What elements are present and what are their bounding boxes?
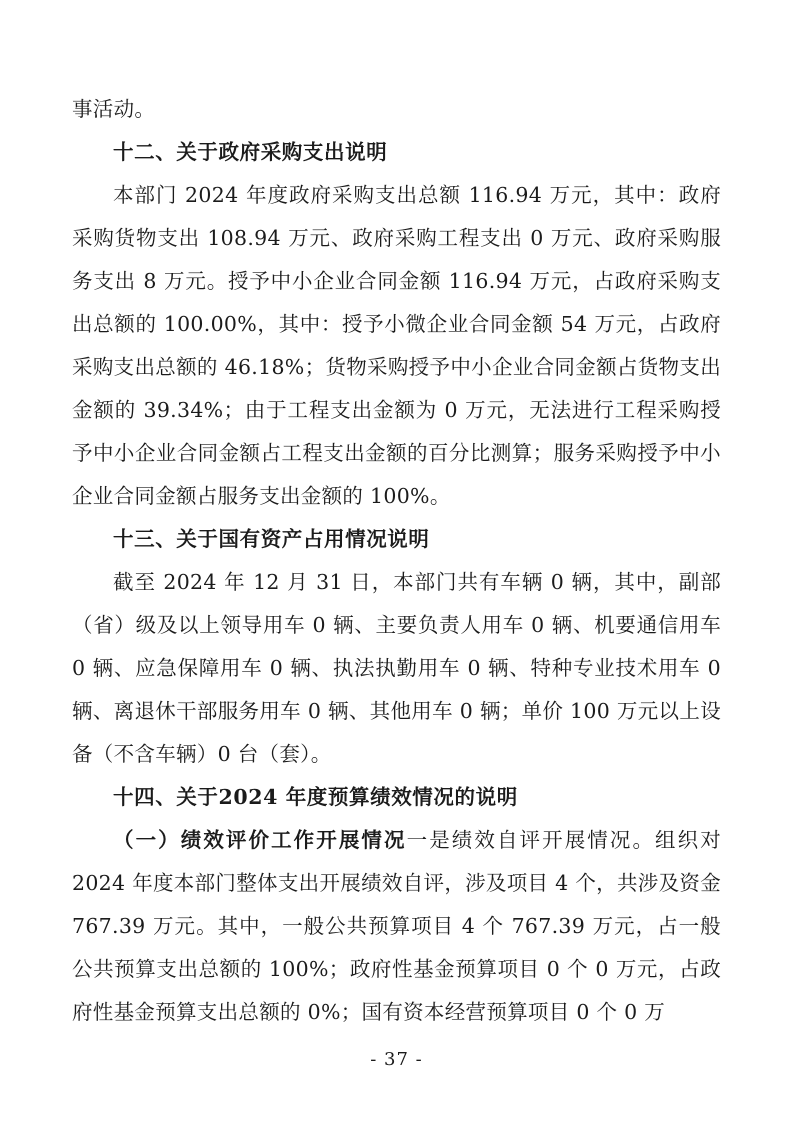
page-number: - 37 -: [370, 1049, 423, 1070]
heading-section-12: 十二、关于政府采购支出说明: [113, 140, 388, 164]
paragraph-section-13: 截至 2024 年 12 月 31 日，本部门共有车辆 0 辆，其中，副部（省）级及以上领导用车 0 辆、主要负责人用车 0 辆、机要通信用车 0 辆、应急保障用车 0 辆、执法执勤用车 0 辆、特种专业技术用车 0 辆、离退休干部服务用车 0 辆、其他用车 0 辆；单价 100 万元以上设备（不含车辆）0 台（套）。: [72, 570, 721, 766]
heading-section-13: 十三、关于国有资产占用情况说明: [113, 527, 430, 551]
paragraph-continued: 事活动。: [72, 97, 156, 121]
paragraph-section-14-1-text: 一是绩效自评开展情况。组织对 2024 年度本部门整体支出开展绩效自评，涉及项目 4 个，共涉及资金 767.39 万元。其中，一般公共预算项目 4 个 767.39 万元，占一般公共预算支出总额的 100%；政府性基金预算项目 0 个 0 万元，占政府性基金预算支出总额的 0%；国有资本经营预算项目 0 个 0 万: [72, 828, 722, 1024]
document-body: [72, 88, 721, 1034]
subheading-performance-evaluation: （一）绩效评价工作开展情况: [113, 828, 407, 852]
paragraph-section-14-1: [72, 819, 721, 1034]
paragraph-section-12: 本部门 2024 年度政府采购支出总额 116.94 万元，其中：政府采购货物支出 108.94 万元、政府采购工程支出 0 万元、政府采购服务支出 8 万元。授予中小企业合同金额 116.94 万元，占政府采购支出总额的 100.00%，其中：授予小微企业合同金额 54 万元，占政府采购支出总额的 46.18%；货物采购授予中小企业合同金额占货物支出金额的 39.34%；由于工程支出金额为 0 万元，无法进行工程采购授予中小企业合同金额占工程支出金额的百分比测算；服务采购授予中小企业合同金额占服务支出金额的 100%。: [72, 183, 721, 508]
heading-section-14: 十四、关于2024 年度预算绩效情况的说明: [113, 785, 518, 809]
